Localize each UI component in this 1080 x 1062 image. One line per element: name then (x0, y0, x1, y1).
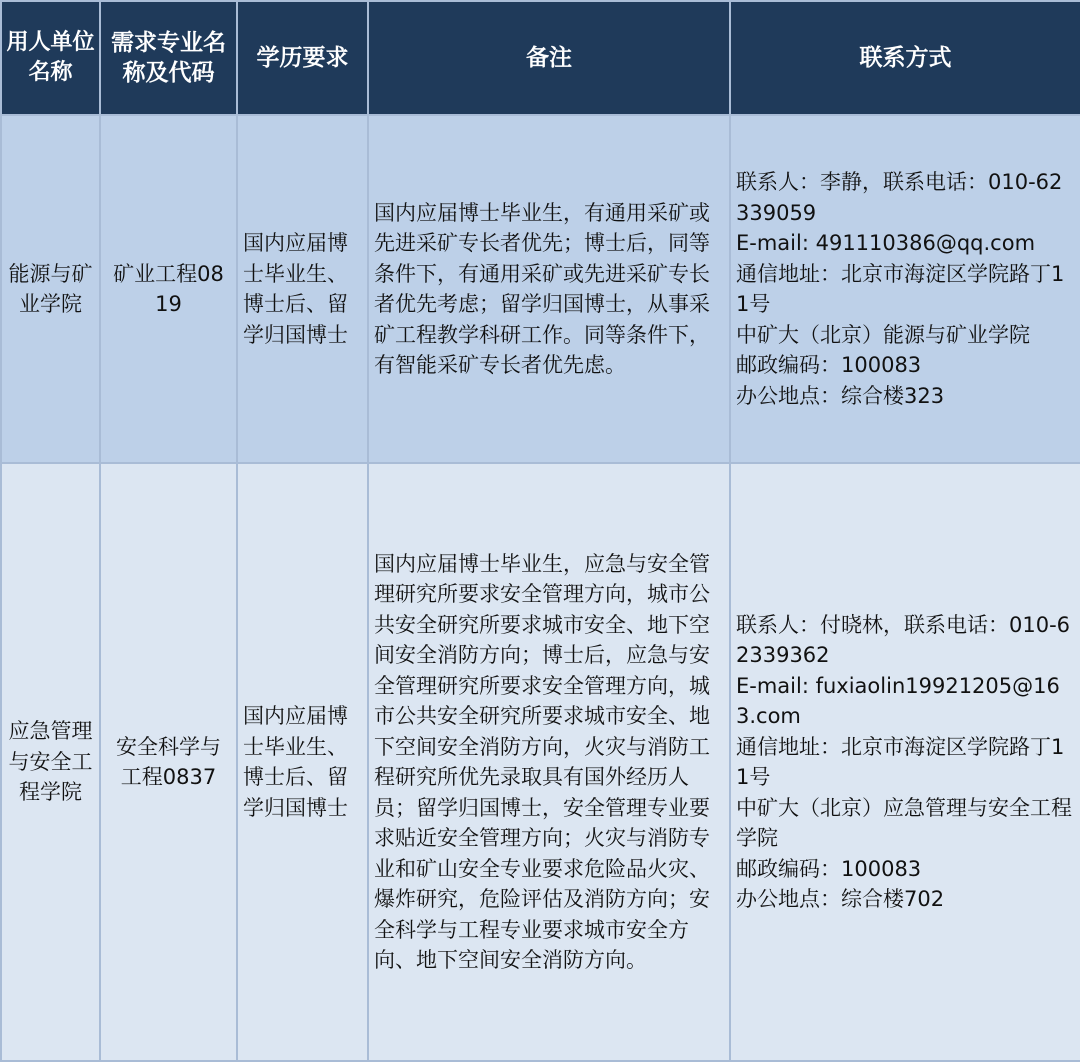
header-contact: 联系方式 (730, 1, 1080, 115)
contact-postcode: 邮政编码：100083 (736, 353, 922, 377)
table-row (1, 115, 1080, 463)
header-row (1, 1, 1080, 115)
contact-cell (730, 115, 1080, 463)
table-row (1, 463, 1080, 1061)
education-cell: 国内应届博士毕业生、博士后、留学归国博士 (237, 115, 368, 463)
header-notes: 备注 (368, 1, 730, 115)
contact-cell (730, 463, 1080, 1061)
contact-person-phone: 联系人：付晓林，联系电话：010-62339362 (736, 612, 1071, 667)
contact-email: E-mail: fuxiaolin19921205@163.com (736, 673, 1060, 728)
contact-address: 通信地址：北京市海淀区学院路丁11号 (736, 734, 1065, 789)
contact-office: 办公地点：综合楼702 (736, 887, 945, 911)
table-header (1, 1, 1080, 115)
education-cell: 国内应届博士毕业生、博士后、留学归国博士 (237, 463, 368, 1061)
contact-address: 通信地址：北京市海淀区学院路丁11号 (736, 261, 1065, 316)
notes-cell: 国内应届博士毕业生，应急与安全管理研究所要求安全管理方向，城市公共安全研究所要求城市安全、地下空间安全消防方向；博士后，应急与安全管理研究所要求安全管理方向，城市公共安全研究所要求城市安全、地下空间安全消防方向，火灾与消防工程研究所优先录取具有国外经历人员；留学归国博士，安全管理专业要求贴近安全管理方向；火灾与消防专业和矿山安全专业要求危险品火灾、爆炸研究，危险评估及消防方向；安全科学与工程专业要求城市安全方向、地下空间安全消防方向。 (368, 463, 730, 1061)
unit-name-cell: 能源与矿业学院 (1, 115, 100, 463)
contact-organization: 中矿大（北京）应急管理与安全工程学院 (736, 795, 1072, 850)
major-cell: 矿业工程0819 (100, 115, 237, 463)
header-education: 学历要求 (237, 1, 368, 115)
header-major: 需求专业名称及代码 (100, 1, 237, 115)
major-cell: 安全科学与工程0837 (100, 463, 237, 1061)
contact-postcode: 邮政编码：100083 (736, 856, 922, 881)
contact-organization: 中矿大（北京）能源与矿业学院 (736, 322, 1030, 347)
contact-email: E-mail: 491110386@qq.com (736, 231, 1036, 255)
table-body (1, 115, 1080, 1061)
header-unit-name: 用人单位名称 (1, 1, 100, 115)
notes-cell: 国内应届博士毕业生，有通用采矿或先进采矿专长者优先；博士后，同等条件下，有通用采矿或先进采矿专长者优先考虑；留学归国博士，从事采矿工程教学科研工作。同等条件下，有智能采矿专长者优先虑。 (368, 115, 730, 463)
contact-person-phone: 联系人：李静，联系电话：010-62339059 (736, 170, 1063, 225)
contact-office: 办公地点：综合楼323 (736, 383, 945, 408)
unit-name-cell: 应急管理与安全工程学院 (1, 463, 100, 1061)
